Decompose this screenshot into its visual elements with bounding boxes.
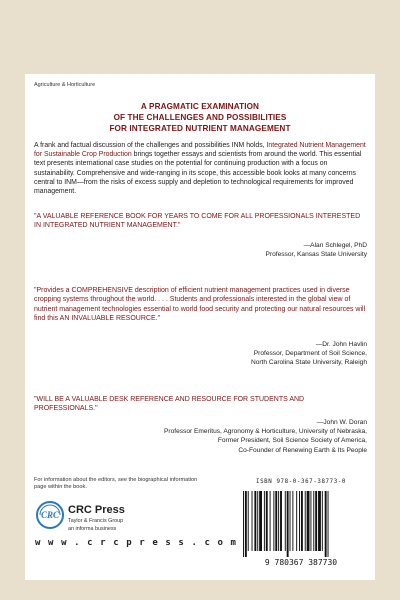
barcode-bar	[280, 491, 282, 551]
barcode-bar	[290, 491, 291, 551]
barcode-bar	[287, 491, 289, 557]
attribution-affiliation: Professor Emeritus, Agronomy & Horticulture, University of Nebraska,	[163, 428, 367, 436]
headline-line-3: FOR INTEGRATED NUTRIENT MANAGEMENT	[109, 124, 291, 133]
attribution-name: —Dr. John Havlin	[315, 341, 367, 348]
barcode-bar	[259, 491, 262, 551]
barcode-bar	[243, 491, 244, 557]
logo-text: CRC	[40, 510, 60, 520]
barcode-bar	[266, 491, 268, 551]
barcode-bar	[278, 491, 279, 551]
category-label: Agriculture & Horticulture	[34, 82, 96, 88]
barcode-bar	[273, 491, 274, 551]
attribution-affiliation: Co-Founder of Renewing Earth & Its People	[238, 446, 367, 454]
headline	[55, 101, 345, 134]
barcode-bar	[307, 491, 310, 551]
barcode-bars	[243, 491, 329, 557]
barcode-bar	[315, 491, 317, 551]
attribution-name: —Alan Schlegel, PhD	[303, 242, 367, 249]
barcode-bar	[305, 491, 306, 551]
quote-2-attribution	[35, 340, 367, 368]
info-note: For information about the editors, see the biographical information page within the book.	[34, 477, 198, 491]
publisher-logo	[36, 501, 196, 541]
quote-3-attribution	[35, 418, 367, 455]
barcode-bar	[296, 491, 297, 551]
attribution-affiliation: North Carolina State University, Raleigh	[250, 359, 367, 367]
publisher-name: CRC Press	[68, 504, 125, 516]
publisher-url[interactable]: w w w . c r c p r e s s . c o m	[35, 538, 238, 548]
attribution-affiliation: Former President, Soil Science Society of America,	[217, 437, 367, 445]
barcode-bar	[328, 491, 329, 557]
barcode-digits: 9 780367 387730	[264, 558, 338, 567]
barcode-bar	[310, 491, 311, 551]
headline-line-1: A PRAGMATIC EXAMINATION	[140, 102, 260, 111]
barcode-bar	[275, 491, 277, 551]
barcode-bar	[248, 491, 249, 551]
crc-logo-icon	[36, 501, 64, 529]
isbn-label: ISBN 978-0-367-38773-0	[256, 479, 346, 485]
intro-lead: A frank and factual discussion of the challenges and possibilities INM holds,	[34, 142, 265, 149]
barcode-bar	[325, 491, 327, 557]
barcode-bar	[318, 491, 321, 551]
publisher-business: an informa business	[68, 526, 117, 532]
quote-3: "WILL BE A VALUABLE DESK REFERENCE AND RESOURCE FOR STUDENTS AND PROFESSIONALS."	[34, 396, 305, 413]
attribution-affiliation: Professor, Kansas State University	[265, 251, 367, 259]
barcode-bar	[313, 491, 314, 551]
intro-paragraph	[34, 141, 366, 196]
book-title: Integrated Nutrient Management for Sustainable Crop Production	[34, 142, 366, 159]
barcode-bar	[257, 491, 258, 551]
back-cover-panel	[25, 74, 375, 580]
barcode-bar	[292, 491, 293, 551]
barcode-bar	[264, 491, 265, 551]
barcode-bar	[254, 491, 256, 551]
barcode-bar	[285, 491, 286, 551]
intro-rest: brings together essays and scientists from around the world. This essential text presents international case studies on the potential for continuing production with a focus on sustainability. Comprehensive and wide-ranging in its scope, this accessible book looks at many concerns central to INM—from the risks of excess supply and depletion to technological requirements for improved management.	[34, 151, 362, 196]
barcode-bar	[299, 491, 300, 551]
attribution-name: —John W. Doran	[316, 419, 367, 426]
publisher-group: Taylor & Francis Group	[68, 518, 124, 524]
quote-1: "A VALUABLE REFERENCE BOOK FOR YEARS TO COME FOR ALL PROFESSIONALS INTERESTED IN INTEGRATED NUTRIENT MANAGEMENT."	[34, 213, 361, 230]
barcode	[237, 489, 365, 569]
quote-1-attribution	[35, 241, 367, 259]
barcode-block	[237, 479, 365, 569]
barcode-bar	[322, 491, 323, 551]
barcode-bar	[252, 491, 253, 551]
quote-2: "Provides a COMPREHENSIVE description of efficient nutrient management practices used in diverse cropping systems throughout the world. . . . Students and professionals interested in the global view of nutrient management technologies essential to world food security and protecting our natural resources will find this AN INVALUABLE RESOURCE."	[34, 287, 366, 323]
barcode-bar	[245, 491, 247, 557]
attribution-affiliation: Professor, Department of Soil Science,	[253, 350, 367, 358]
barcode-bar	[301, 491, 303, 551]
barcode-bar	[270, 491, 271, 551]
headline-line-2: OF THE CHALLENGES AND POSSIBILITIES	[113, 113, 287, 122]
